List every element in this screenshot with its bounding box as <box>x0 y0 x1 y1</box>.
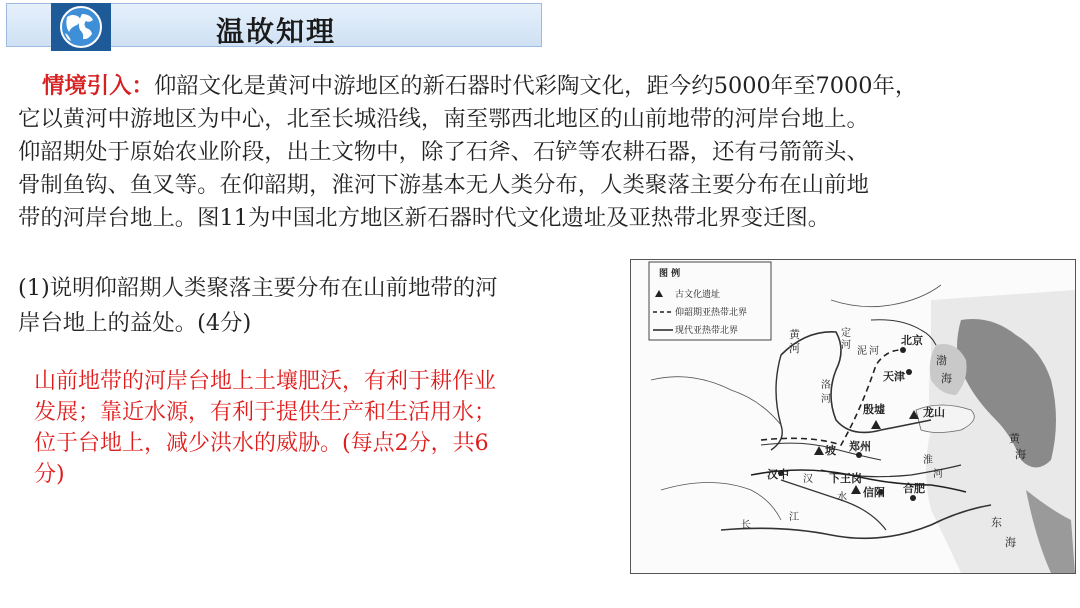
map-figure <box>630 259 1076 574</box>
label-huanghai-1: 黄 <box>1009 432 1020 445</box>
globe-icon <box>51 3 111 51</box>
intro-line-5: 带的河岸台地上。图11为中国北方地区新石器时代文化遗址及亚热带北界变迁图。 <box>18 205 831 231</box>
city-hefei <box>910 495 916 501</box>
label-bohai-2: 海 <box>941 372 952 385</box>
label-hefei: 合肥 <box>903 482 925 495</box>
site-xiawanggang <box>851 485 861 494</box>
intro-line-3: 仰韶期处于原始农业阶段，出土文物中，除了石斧、石铲等农耕石器，还有弓箭箭头、 <box>18 139 869 165</box>
question <box>18 271 608 341</box>
boundary-north <box>831 285 941 307</box>
site-yinxu <box>871 420 881 429</box>
intro-line-2: 它以黄河中游地区为中心，北至长城沿线，南至鄂西北地区的山前地带的河岸台地上。 <box>18 106 869 132</box>
city-tianjin <box>906 369 912 375</box>
question-line-1: (1)说明仰韶期人类聚落主要分布在山前地带的河 <box>18 275 498 301</box>
site-banpo <box>814 446 824 455</box>
scenario-intro <box>18 70 1068 235</box>
label-banpo: 坡 <box>825 444 836 457</box>
label-dingding-2: 河 <box>841 340 851 351</box>
label-yinxu: 殷墟 <box>863 403 885 416</box>
boundary-west <box>651 377 781 425</box>
label-huanghe-2: 河 <box>789 342 800 355</box>
label-xiawanggang: 下王岗 <box>829 472 862 485</box>
boundary-sw <box>661 483 781 521</box>
city-beijing <box>900 347 906 353</box>
label-huanghe-1: 黄 <box>789 328 800 341</box>
legend-modern: 现代亚热带北界 <box>675 326 739 336</box>
label-bohai-1: 渤 <box>936 354 947 367</box>
intro-line-1 <box>18 70 1068 103</box>
answer-line-4: 分) <box>34 462 65 487</box>
page-title: 温故知理 <box>216 15 337 48</box>
label-jiang: 江 <box>789 512 799 523</box>
intro-line-4: 骨制鱼钩、鱼叉等。在仰韶期，淮河下游基本无人类分布，人类聚落主要分布在山前地 <box>18 172 869 198</box>
title-bar <box>6 3 542 47</box>
answer-line-2: 发展；靠近水源，有利于提供生产和生活用水； <box>34 400 497 425</box>
question-line-2: 岸台地上的益处。(4分) <box>18 310 252 336</box>
label-luohe-2: 河 <box>821 394 831 405</box>
intro-label: 情境引入： <box>42 73 154 99</box>
yellow-river-upper <box>771 355 782 450</box>
intro-text-1: 仰韶文化是黄河中游地区的新石器时代彩陶文化，距今约5000年至7000年， <box>153 73 918 99</box>
map-svg <box>631 260 1075 573</box>
answer <box>34 366 624 490</box>
label-huanghai-2: 海 <box>1015 448 1026 461</box>
label-zhengzhou: 郑州 <box>849 440 871 453</box>
label-luohe-1: 洛 <box>821 380 831 391</box>
legend-site: 古文化遗址 <box>675 290 721 300</box>
label-huaihe-1: 淮 <box>923 455 933 466</box>
label-donghai-2: 海 <box>1005 536 1016 549</box>
label-shui: 水 <box>837 492 847 503</box>
legend-title: 图 例 <box>659 269 681 279</box>
label-nihe-1: 泥 <box>857 346 867 357</box>
label-longshan: 龙山 <box>923 406 945 419</box>
label-beijing: 北京 <box>901 334 923 347</box>
label-donghai-1: 东 <box>991 516 1002 529</box>
label-han: 汉 <box>803 474 813 485</box>
answer-line-3: 位于台地上，减少洪水的威胁。(每点2分，共6 <box>34 431 489 456</box>
answer-line-1: 山前地带的河岸台地上土壤肥沃，有利于耕作业 <box>34 369 497 394</box>
label-hanzhong: 汉中 <box>767 468 789 481</box>
label-xinyang: 信阳 <box>863 486 885 499</box>
label-nihe-2: 河 <box>869 346 879 357</box>
label-chang: 长 <box>741 520 751 531</box>
legend-yangshao: 仰韶期亚热带北界 <box>675 308 748 318</box>
label-tianjin: 天津 <box>883 370 905 383</box>
label-huaihe-2: 河 <box>933 469 943 480</box>
label-dingding-1: 定 <box>841 328 851 339</box>
